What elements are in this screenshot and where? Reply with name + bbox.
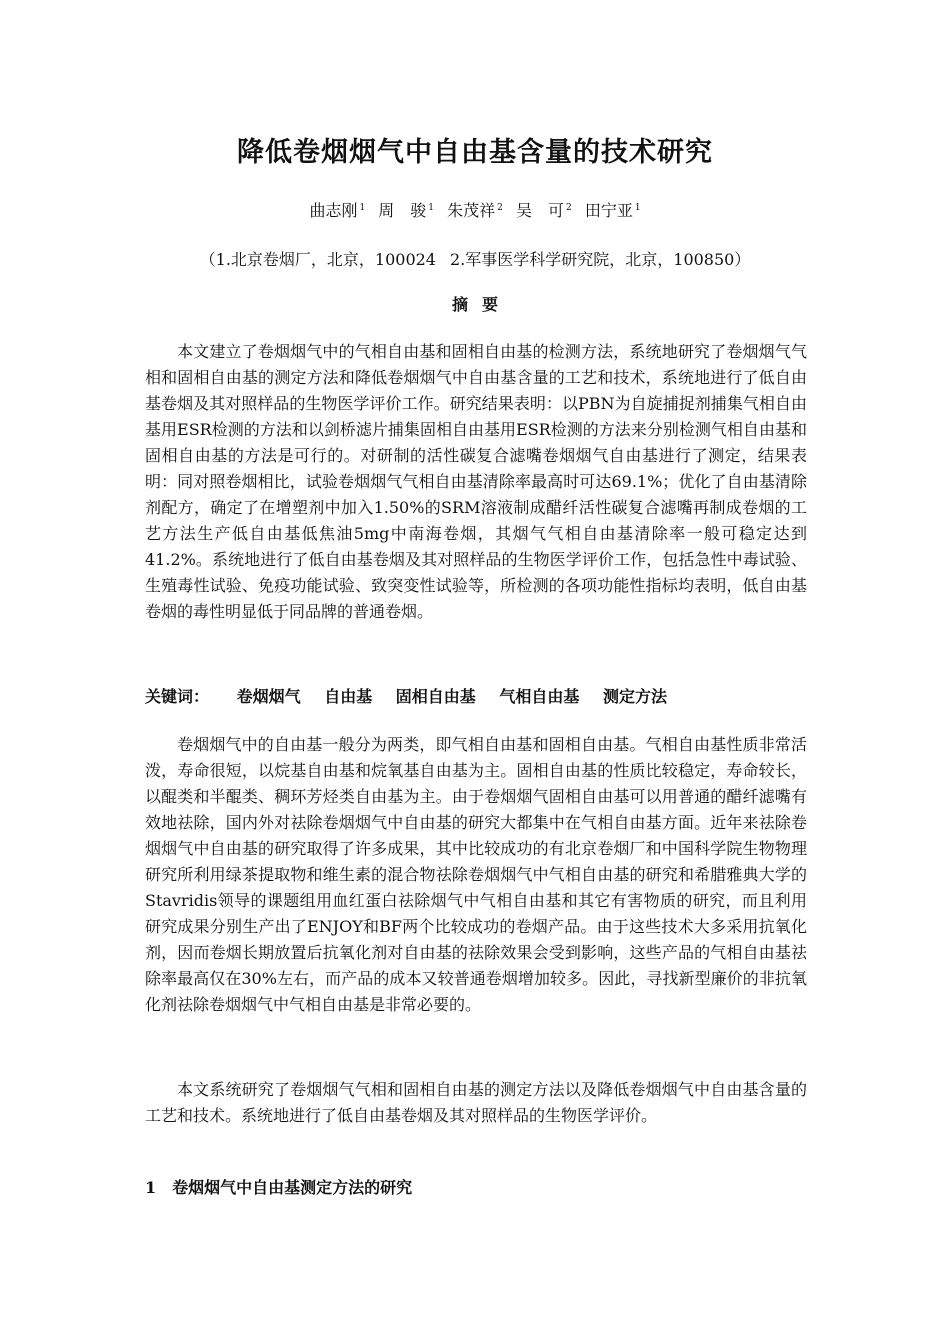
section-title: 卷烟烟气中自由基测定方法的研究 — [172, 1178, 413, 1197]
section-heading — [145, 1175, 412, 1198]
paper-title: 降低卷烟烟气中自由基含量的技术研究 — [237, 137, 713, 168]
author-affiliation-mark: 1 — [359, 203, 366, 213]
author-name: 周 骏 — [378, 201, 427, 220]
section-number: 1 — [145, 1178, 157, 1197]
keywords-label: 关键词： — [145, 687, 210, 706]
affiliations — [0, 247, 950, 270]
author-affiliation-mark: 1 — [634, 203, 641, 213]
author-name: 朱茂祥 — [447, 201, 496, 220]
author — [585, 201, 641, 220]
author-name: 吴 可 — [515, 201, 564, 220]
author-affiliation-mark: 1 — [428, 203, 435, 213]
affiliation-2: 2.军事医学科学研究院，北京，100850） — [450, 250, 751, 269]
keyword: 气相自由基 — [499, 687, 580, 706]
author-name: 田宁亚 — [584, 201, 633, 220]
body-paragraph: 卷烟烟气中的自由基一般分为两类，即气相自由基和固相自由基。气相自由基性质非常活泼，寿命很短，以烷基自由基和烷氧基自由基为主。固相自由基的性质比较稳定，寿命较长，以醌类和半醌类、稠环芳烃类自由基为主。由于卷烟烟气固相自由基可以用普通的醋纤滤嘴有效地祛除，国内外对祛除卷烟烟气中自由基的研究大都集中在气相自由基方面。近年来祛除卷烟烟气中自由基的研究取得了许多成果，其中比较成功的有北京卷烟厂和中国科学院生物物理研究所利用绿茶提取物和维生素的混合物祛除卷烟烟气中气相自由基的研究和希腊雅典大学的Stavridis领导的课题组用血红蛋白祛除烟气中气相自由基和其它有害物质的研究，而且利用研究成果分别生产出了ENJOY和BF两个比较成功的卷烟产品。由于这些技术大多采用抗氧化剂，因而卷烟长期放置后抗氧化剂对自由基的祛除效果会受到影响，这些产品的气相自由基祛除率最高仅在30%左右，而产品的成本又较普通卷烟增加较多。因此，寻找新型廉价的非抗氧化剂祛除卷烟烟气中气相自由基是非常必要的。 — [145, 735, 807, 1014]
keyword: 测定方法 — [602, 687, 667, 706]
body-paragraph: 本文系统研究了卷烟烟气气相和固相自由基的测定方法以及降低卷烟烟气中自由基含量的工艺和技术。系统地进行了低自由基卷烟及其对照样品的生物医学评价。 — [145, 1080, 807, 1125]
keyword: 卷烟烟气 — [236, 687, 301, 706]
keyword: 自由基 — [324, 687, 373, 706]
keywords — [145, 684, 807, 707]
keyword: 固相自由基 — [395, 687, 476, 706]
abstract-heading: 摘要 — [451, 295, 512, 314]
author-name: 曲志刚 — [309, 201, 358, 220]
affiliation-1: （1.北京卷烟厂，北京，100024 — [199, 250, 436, 269]
author-list — [0, 198, 950, 221]
abstract-text: 本文建立了卷烟烟气中的气相自由基和固相自由基的检测方法，系统地研究了卷烟烟气气相和固相自由基的测定方法和降低卷烟烟气中自由基含量的工艺和技术，系统地进行了低自由基卷烟及其对照样品的生物医学评价工作。研究结果表明：以PBN为自旋捕捉剂捕集气相自由基用ESR检测的方法和以剑桥滤片捕集固相自由基用ESR检测的方法来分别检测气相自由基和固相自由基的方法是可行的。对研制的活性碳复合滤嘴卷烟烟气自由基进行了测定，结果表明：同对照卷烟相比，试验卷烟烟气气相自由基清除率最高时可达69.1%；优化了自由基清除剂配方，确定了在增塑剂中加入1.50%的SRM溶液制成醋纤活性碳复合滤嘴再制成卷烟的工艺方法生产低自由基低焦油5mg中南海卷烟，其烟气气相自由基清除率一般可稳定达到41.2%。系统地进行了低自由基卷烟及其对照样品的生物医学评价工作，包括急性中毒试验、生殖毒性试验、免疫功能试验、致突变性试验等，所检测的各项功能性指标均表明，低自由基卷烟的毒性明显低于同品牌的普通卷烟。 — [145, 342, 807, 621]
author-affiliation-mark: 2 — [565, 203, 572, 213]
author — [378, 201, 434, 220]
author — [447, 201, 503, 220]
author — [516, 201, 572, 220]
author — [309, 201, 365, 220]
author-affiliation-mark: 2 — [497, 203, 503, 213]
